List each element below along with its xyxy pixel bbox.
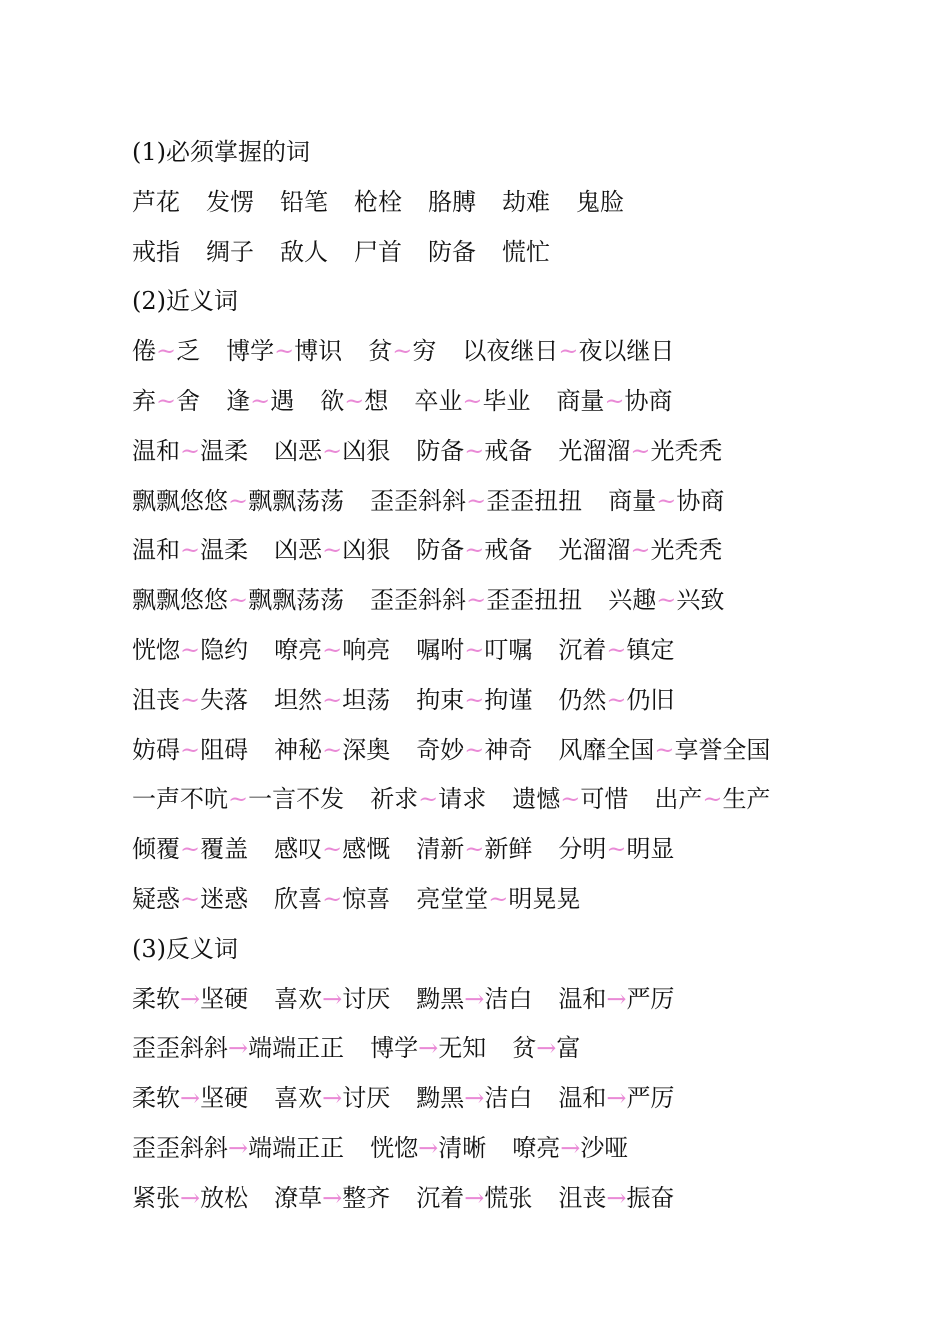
word: 温柔 (200, 536, 249, 565)
word-pair (370, 477, 582, 527)
word-pair (132, 576, 344, 626)
tilde-separator: ~ (464, 635, 485, 664)
word: 慌忙 (502, 237, 550, 266)
word: 嘹亮 (512, 1133, 561, 1162)
tilde-separator: ~ (630, 536, 651, 565)
word-pair (416, 875, 580, 925)
arrow-separator: → (418, 1034, 439, 1063)
word-pair (512, 1024, 580, 1074)
word: 端端正正 (248, 1034, 345, 1063)
word-pair (274, 626, 390, 676)
arrow-separator: → (606, 1183, 627, 1212)
word: 兴致 (676, 586, 725, 615)
word: 坦然 (274, 685, 323, 714)
word: 歪歪斜斜 (370, 486, 467, 515)
word: 一言不发 (248, 785, 345, 814)
word: 飘飘悠悠 (132, 586, 228, 615)
word: 劫难 (502, 187, 550, 216)
tilde-separator: ~ (488, 884, 509, 913)
word-pair (132, 825, 248, 875)
word: 防备 (428, 237, 476, 266)
word: 温和 (132, 536, 180, 565)
word: 柔软 (132, 1084, 180, 1113)
word-row (132, 975, 892, 1025)
word: 温和 (558, 1084, 607, 1113)
word: 恍惚 (370, 1133, 419, 1162)
word-pair (462, 327, 674, 377)
word: 一声不吭 (132, 785, 228, 814)
word: 失落 (200, 685, 249, 714)
word: 放松 (200, 1183, 249, 1212)
word-pair (132, 477, 344, 527)
word: 妨碍 (132, 735, 180, 764)
word: 夜以继日 (578, 337, 675, 366)
word: 恍惚 (132, 635, 180, 664)
tilde-separator: ~ (464, 835, 485, 864)
word: 光溜溜 (558, 436, 631, 465)
word: 兴趣 (608, 586, 657, 615)
tilde-separator: ~ (606, 835, 627, 864)
tilde-separator: ~ (322, 536, 343, 565)
word: 嘱咐 (416, 635, 465, 664)
word: 潦草 (274, 1183, 323, 1212)
word-pair (274, 975, 390, 1025)
word: 可惜 (580, 785, 629, 814)
word-pair (558, 427, 722, 477)
tilde-separator: ~ (558, 337, 579, 366)
word: 仍旧 (626, 685, 675, 714)
word-pair (226, 377, 294, 427)
word: 疑惑 (132, 884, 180, 913)
word: 洁白 (484, 984, 533, 1013)
word-pair (416, 1174, 532, 1224)
word: 明显 (626, 835, 675, 864)
word-pair (132, 1174, 248, 1224)
word-row (132, 228, 892, 278)
word: 光秃秃 (650, 436, 723, 465)
word: 胳膊 (428, 187, 476, 216)
word: 光溜溜 (558, 536, 631, 565)
tilde-separator: ~ (464, 436, 485, 465)
word-pair (416, 526, 532, 576)
word: 逢 (226, 386, 251, 415)
arrow-separator: → (180, 1183, 201, 1212)
word: 鬼脸 (576, 187, 624, 216)
word-pair (416, 726, 532, 776)
word-pair (274, 427, 390, 477)
word: 分明 (558, 835, 607, 864)
word: 喜欢 (274, 1084, 323, 1113)
word: 歪歪扭扭 (486, 586, 583, 615)
word: 拘谨 (484, 685, 533, 714)
word: 喜欢 (274, 984, 323, 1013)
word: 倾覆 (132, 835, 180, 864)
word: 沉着 (416, 1183, 465, 1212)
word: 严厉 (626, 1084, 675, 1113)
word-pair (558, 975, 674, 1025)
word: 毕业 (482, 386, 531, 415)
word-row (132, 676, 892, 726)
word: 清晰 (438, 1133, 487, 1162)
word-pair (132, 327, 200, 377)
word: 亮堂堂 (416, 884, 489, 913)
word-pair (558, 1074, 674, 1124)
word: 绸子 (206, 237, 254, 266)
word: 讨厌 (342, 1084, 391, 1113)
word: 博识 (294, 337, 343, 366)
word: 贫 (368, 337, 393, 366)
word: 出产 (654, 785, 703, 814)
word: 严厉 (626, 984, 675, 1013)
word: 飘飘悠悠 (132, 486, 228, 515)
word: 发愣 (206, 187, 254, 216)
word: 温和 (558, 984, 607, 1013)
word-row (132, 576, 892, 626)
word: 欲 (320, 386, 345, 415)
word: 倦 (132, 337, 156, 366)
tilde-separator: ~ (180, 635, 201, 664)
tilde-separator: ~ (180, 685, 201, 714)
word: 紧张 (132, 1183, 180, 1212)
word: 深奥 (342, 735, 391, 764)
word: 沮丧 (132, 685, 180, 714)
word-pair (416, 975, 532, 1025)
word: 枪栓 (354, 187, 402, 216)
word: 敌人 (280, 237, 328, 266)
word: 遗憾 (512, 785, 561, 814)
word-pair (558, 1174, 674, 1224)
word: 凶恶 (274, 436, 323, 465)
word-row (132, 1174, 892, 1224)
word: 惊喜 (342, 884, 391, 913)
word: 戒备 (484, 436, 533, 465)
word: 想 (364, 386, 389, 415)
document-body (132, 128, 892, 1224)
word-pair (132, 526, 248, 576)
word-row (132, 377, 892, 427)
word: 飘飘荡荡 (248, 586, 345, 615)
tilde-separator: ~ (156, 386, 177, 415)
word-row (132, 825, 892, 875)
word: 阻碍 (200, 735, 249, 764)
word: 振奋 (626, 1183, 675, 1212)
word: 歪歪斜斜 (132, 1034, 228, 1063)
word: 戒指 (132, 237, 180, 266)
tilde-separator: ~ (462, 386, 483, 415)
word-pair (558, 526, 722, 576)
tilde-separator: ~ (180, 835, 201, 864)
word: 沮丧 (558, 1183, 607, 1212)
word: 凶狠 (342, 536, 391, 565)
word-pair (512, 775, 628, 825)
word: 拘束 (416, 685, 465, 714)
word-pair (654, 775, 770, 825)
arrow-separator: → (606, 984, 627, 1013)
tilde-separator: ~ (654, 735, 675, 764)
word: 神奇 (484, 735, 533, 764)
word: 叮嘱 (484, 635, 533, 664)
word: 奇妙 (416, 735, 465, 764)
word-pair (416, 1074, 532, 1124)
tilde-separator: ~ (322, 436, 343, 465)
tilde-separator: ~ (604, 386, 625, 415)
tilde-separator: ~ (464, 735, 485, 764)
word: 祈求 (370, 785, 419, 814)
tilde-separator: ~ (322, 735, 343, 764)
word: 隐约 (200, 635, 249, 664)
word: 博学 (226, 337, 275, 366)
word: 请求 (438, 785, 487, 814)
tilde-separator: ~ (630, 436, 651, 465)
word: 无知 (438, 1034, 487, 1063)
word-row (132, 526, 892, 576)
word-pair (132, 676, 248, 726)
tilde-separator: ~ (560, 785, 581, 814)
word-pair (132, 377, 200, 427)
word-pair (368, 327, 436, 377)
word-pair (608, 576, 724, 626)
word-pair (274, 825, 390, 875)
word: 贫 (512, 1034, 537, 1063)
section-heading: (1)必须掌握的词 (132, 138, 310, 166)
word: 尸首 (354, 237, 402, 266)
word: 歪歪扭扭 (486, 486, 583, 515)
word: 光秃秃 (650, 536, 723, 565)
word: 洁白 (484, 1084, 533, 1113)
word-row (132, 1124, 892, 1174)
word: 博学 (370, 1034, 419, 1063)
word: 明晃晃 (508, 884, 581, 913)
word: 感慨 (342, 835, 391, 864)
word: 商量 (608, 486, 657, 515)
word: 端端正正 (248, 1133, 345, 1162)
word-pair (556, 377, 672, 427)
word: 凶恶 (274, 536, 323, 565)
word: 歪歪斜斜 (132, 1133, 228, 1162)
word: 清新 (416, 835, 465, 864)
arrow-separator: → (322, 984, 343, 1013)
tilde-separator: ~ (180, 536, 201, 565)
word-row (132, 726, 892, 776)
arrow-separator: → (464, 1084, 485, 1113)
tilde-separator: ~ (180, 436, 201, 465)
tilde-separator: ~ (656, 486, 677, 515)
arrow-separator: → (180, 984, 201, 1013)
word: 遇 (270, 386, 295, 415)
word-row (132, 427, 892, 477)
word-pair (132, 626, 248, 676)
word: 覆盖 (200, 835, 249, 864)
word-pair (416, 626, 532, 676)
tilde-separator: ~ (606, 685, 627, 714)
word: 协商 (676, 486, 725, 515)
word: 慌张 (484, 1183, 533, 1212)
word-pair (132, 975, 248, 1025)
word-row (132, 1074, 892, 1124)
word-pair (608, 477, 724, 527)
word-pair (274, 726, 390, 776)
word-pair (274, 875, 390, 925)
word: 以夜继日 (462, 337, 559, 366)
word-row (132, 875, 892, 925)
word: 铅笔 (280, 187, 328, 216)
word: 防备 (416, 536, 465, 565)
word: 迷惑 (200, 884, 249, 913)
word-pair (370, 576, 582, 626)
word-row (132, 1024, 892, 1074)
word-pair (132, 1024, 344, 1074)
word: 协商 (624, 386, 673, 415)
arrow-separator: → (180, 1084, 201, 1113)
word: 讨厌 (342, 984, 391, 1013)
word: 新鲜 (484, 835, 533, 864)
arrow-separator: → (418, 1133, 439, 1162)
tilde-separator: ~ (466, 486, 487, 515)
tilde-separator: ~ (274, 337, 295, 366)
word-pair (416, 427, 532, 477)
word-pair (274, 1174, 390, 1224)
word-pair (132, 427, 248, 477)
tilde-separator: ~ (180, 735, 201, 764)
tilde-separator: ~ (322, 835, 343, 864)
word: 富 (556, 1034, 581, 1063)
word-pair (320, 377, 388, 427)
word: 戒备 (484, 536, 533, 565)
word: 商量 (556, 386, 605, 415)
section-heading: (3)反义词 (132, 934, 238, 963)
word-pair (370, 775, 486, 825)
word-pair (512, 1124, 628, 1174)
word-pair (274, 1074, 390, 1124)
word-pair (132, 1074, 248, 1124)
word: 弃 (132, 386, 156, 415)
word: 享誉全国 (674, 735, 771, 764)
word-pair (558, 626, 674, 676)
word-pair (370, 1024, 486, 1074)
word-pair (558, 676, 674, 726)
tilde-separator: ~ (156, 337, 177, 366)
word: 生产 (722, 785, 771, 814)
word: 歪歪斜斜 (370, 586, 467, 615)
word-row (132, 626, 892, 676)
word-pair (132, 1124, 344, 1174)
word: 芦花 (132, 187, 180, 216)
tilde-separator: ~ (322, 884, 343, 913)
word-row (132, 477, 892, 527)
word: 嘹亮 (274, 635, 323, 664)
word: 镇定 (626, 635, 675, 664)
tilde-separator: ~ (702, 785, 723, 814)
tilde-separator: ~ (322, 685, 343, 714)
word: 凶狠 (342, 436, 391, 465)
tilde-separator: ~ (418, 785, 439, 814)
word: 黝黑 (416, 1084, 465, 1113)
word: 响亮 (342, 635, 391, 664)
word: 温和 (132, 436, 180, 465)
tilde-separator: ~ (392, 337, 413, 366)
word: 坚硬 (200, 984, 249, 1013)
word: 坚硬 (200, 1084, 249, 1113)
tilde-separator: ~ (228, 785, 249, 814)
word-pair (558, 825, 674, 875)
word: 风靡全国 (558, 735, 655, 764)
tilde-separator: ~ (656, 586, 677, 615)
tilde-separator: ~ (180, 884, 201, 913)
arrow-separator: → (322, 1183, 343, 1212)
word-pair (274, 526, 390, 576)
word-pair (414, 377, 530, 427)
word: 整齐 (342, 1183, 391, 1212)
word: 感叹 (274, 835, 323, 864)
word: 沙哑 (580, 1133, 629, 1162)
word-pair (370, 1124, 486, 1174)
section-heading: (2)近义词 (132, 287, 238, 316)
word-pair (132, 775, 344, 825)
arrow-separator: → (560, 1133, 581, 1162)
word: 防备 (416, 436, 465, 465)
word: 柔软 (132, 984, 180, 1013)
tilde-separator: ~ (606, 635, 627, 664)
word-row (132, 775, 892, 825)
word: 穷 (412, 337, 437, 366)
arrow-separator: → (464, 984, 485, 1013)
word-pair (558, 726, 770, 776)
word: 仍然 (558, 685, 607, 714)
word: 坦荡 (342, 685, 391, 714)
word: 沉着 (558, 635, 607, 664)
arrow-separator: → (464, 1183, 485, 1212)
word-pair (132, 726, 248, 776)
arrow-separator: → (322, 1084, 343, 1113)
tilde-separator: ~ (464, 536, 485, 565)
word: 欣喜 (274, 884, 323, 913)
word-pair (416, 676, 532, 726)
word: 舍 (176, 386, 201, 415)
tilde-separator: ~ (344, 386, 365, 415)
word-pair (226, 327, 342, 377)
word-row (132, 327, 892, 377)
arrow-separator: → (606, 1084, 627, 1113)
tilde-separator: ~ (228, 586, 249, 615)
word: 神秘 (274, 735, 323, 764)
word-pair (132, 875, 248, 925)
word: 乏 (176, 337, 201, 366)
word: 飘飘荡荡 (248, 486, 345, 515)
tilde-separator: ~ (464, 685, 485, 714)
arrow-separator: → (228, 1133, 249, 1162)
arrow-separator: → (536, 1034, 557, 1063)
word-row (132, 178, 892, 228)
word: 温柔 (200, 436, 249, 465)
tilde-separator: ~ (228, 486, 249, 515)
word-pair (416, 825, 532, 875)
tilde-separator: ~ (322, 635, 343, 664)
word-pair (274, 676, 390, 726)
tilde-separator: ~ (466, 586, 487, 615)
arrow-separator: → (228, 1034, 249, 1063)
tilde-separator: ~ (250, 386, 271, 415)
word: 卒业 (414, 386, 463, 415)
word: 黝黑 (416, 984, 465, 1013)
